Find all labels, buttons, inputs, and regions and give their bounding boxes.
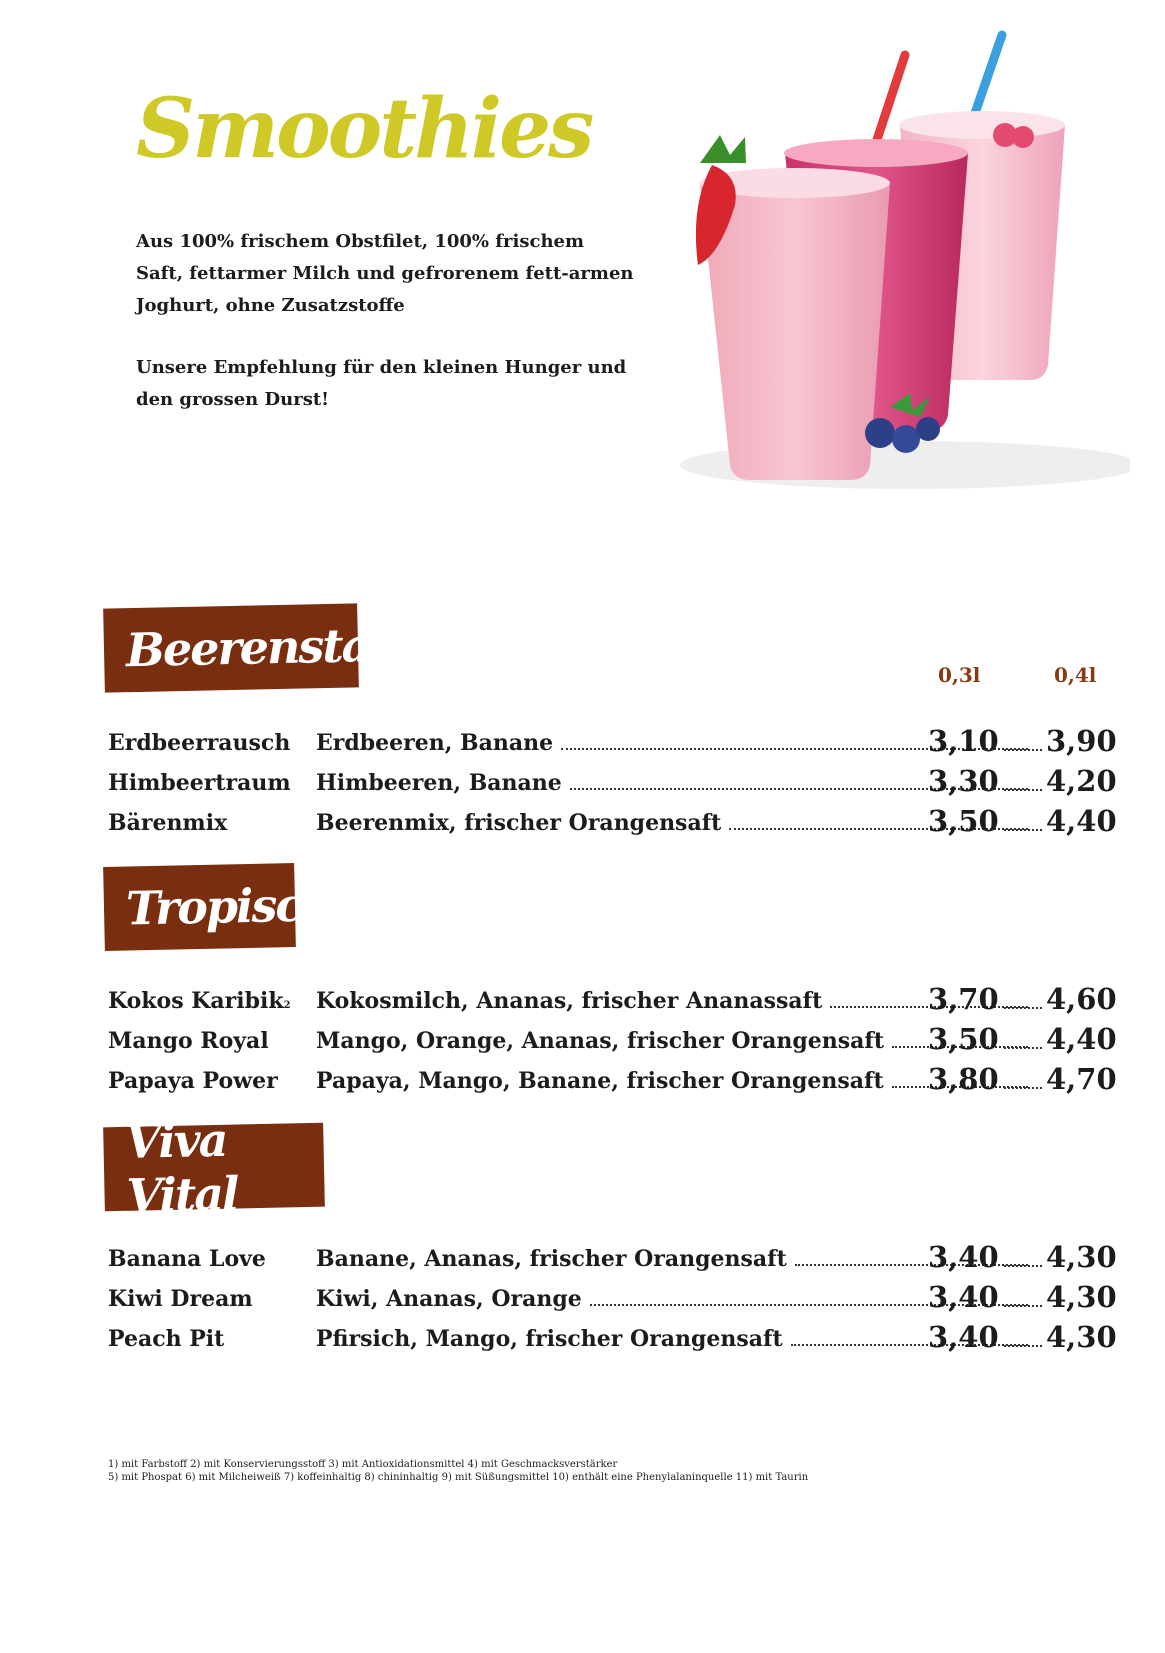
intro-text: Aus 100% frischem Obstfilet, 100% frischem Saft, fettarmer Milch und gefrorenem fett-armen Joghurt, ohne Zusatzstoffe [136,231,634,316]
item-name: Himbeertraum [108,770,291,796]
price-large: 4,20 [1046,764,1117,798]
menu-item [108,982,1117,1022]
size-label-small: 0,3l [938,663,981,687]
dot-leader [1004,1087,1042,1089]
item-name: Banana Love [108,1246,266,1272]
menu-item [108,1022,1117,1062]
item-description: Papaya, Mango, Banane, frischer Orangensaft [316,1068,884,1094]
footnote-line: 5) mit Phospat 6) mit Milcheiweiß 7) koffeinhaltig 8) chininhaltig 9) mit Süßungsmittel 10) enthält eine Phenylalaninquelle 11) mit Taurin [108,1472,809,1483]
price-large: 4,30 [1046,1240,1117,1274]
price-small: 3,40 [928,1280,999,1314]
menu-item [108,1280,1117,1320]
price-large: 4,40 [1046,804,1117,838]
item-description: Kiwi, Ananas, Orange [316,1286,582,1312]
price-large: 4,60 [1046,982,1117,1016]
section-title: Viva Vital [124,1112,239,1223]
price-large: 4,30 [1046,1320,1117,1354]
item-name: Papaya Power [108,1068,278,1094]
price-small: 3,40 [928,1240,999,1274]
item-description: Erdbeeren, Banane [316,730,554,756]
price-small: 3,50 [928,1022,999,1056]
item-description: Mango, Orange, Ananas, frischer Orangensaft [316,1028,885,1054]
menu-item [108,1320,1117,1360]
page-title: Smoothies [136,81,592,177]
dot-leader [1004,1265,1042,1267]
item-description: Banane, Ananas, frischer Orangensaft [316,1246,787,1272]
price-large: 4,30 [1046,1280,1117,1314]
item-name: Erdbeerrausch [108,730,291,756]
price-large: 3,90 [1046,724,1117,758]
price-small: 3,10 [928,724,999,758]
menu-item [108,724,1117,764]
section-title: Beerenstark [125,617,422,678]
item-description: Kokosmilch, Ananas, frischer Ananassaft [316,988,823,1014]
item-name: Mango Royal [108,1028,269,1054]
section-banner-viva-vital [103,1112,325,1223]
item-description: Pfirsich, Mango, frischer Orangensaft [316,1326,783,1352]
item-description: Himbeeren, Banane [316,770,562,796]
recommendation-text: Unsere Empfehlung für den kleinen Hunger und den grossen Durst! [136,357,627,410]
dot-leader [1004,789,1042,791]
item-description: Beerenmix, frischer Orangensaft [316,810,722,836]
price-small: 3,80 [928,1062,999,1096]
menu-item [108,804,1117,844]
size-label-large: 0,4l [1054,663,1097,687]
item-name: Kiwi Dream [108,1286,253,1312]
dot-leader [1004,1305,1042,1307]
menu-item [108,1062,1117,1102]
footnote-marker: 2 [283,1000,291,1011]
section-banner-beerenstark [103,603,422,692]
menu-item [108,764,1117,804]
allergen-footnotes [108,1458,1008,1484]
section-title: Tropisch [125,877,334,936]
footnote-line: 1) mit Farbstoff 2) mit Konservierungsstoff 3) mit Antioxidationsmittel 4) mit Geschmacksverstärker [108,1459,618,1470]
dot-leader [1004,1007,1042,1009]
item-name: Bärenmix [108,810,228,836]
price-small: 3,50 [928,804,999,838]
dot-leader [1004,1047,1042,1049]
smoothie-glasses-image [650,25,1130,515]
price-small: 3,40 [928,1320,999,1354]
item-name: Kokos Karibik2 [108,988,291,1014]
price-small: 3,70 [928,982,999,1016]
dot-leader [1004,1345,1042,1347]
price-large: 4,40 [1046,1022,1117,1056]
price-small: 3,30 [928,764,999,798]
price-large: 4,70 [1046,1062,1117,1096]
item-name: Peach Pit [108,1326,225,1352]
section-banner-tropisch [103,863,334,951]
menu-item [108,1240,1117,1280]
dot-leader [1004,829,1042,831]
dot-leader [1004,749,1042,751]
